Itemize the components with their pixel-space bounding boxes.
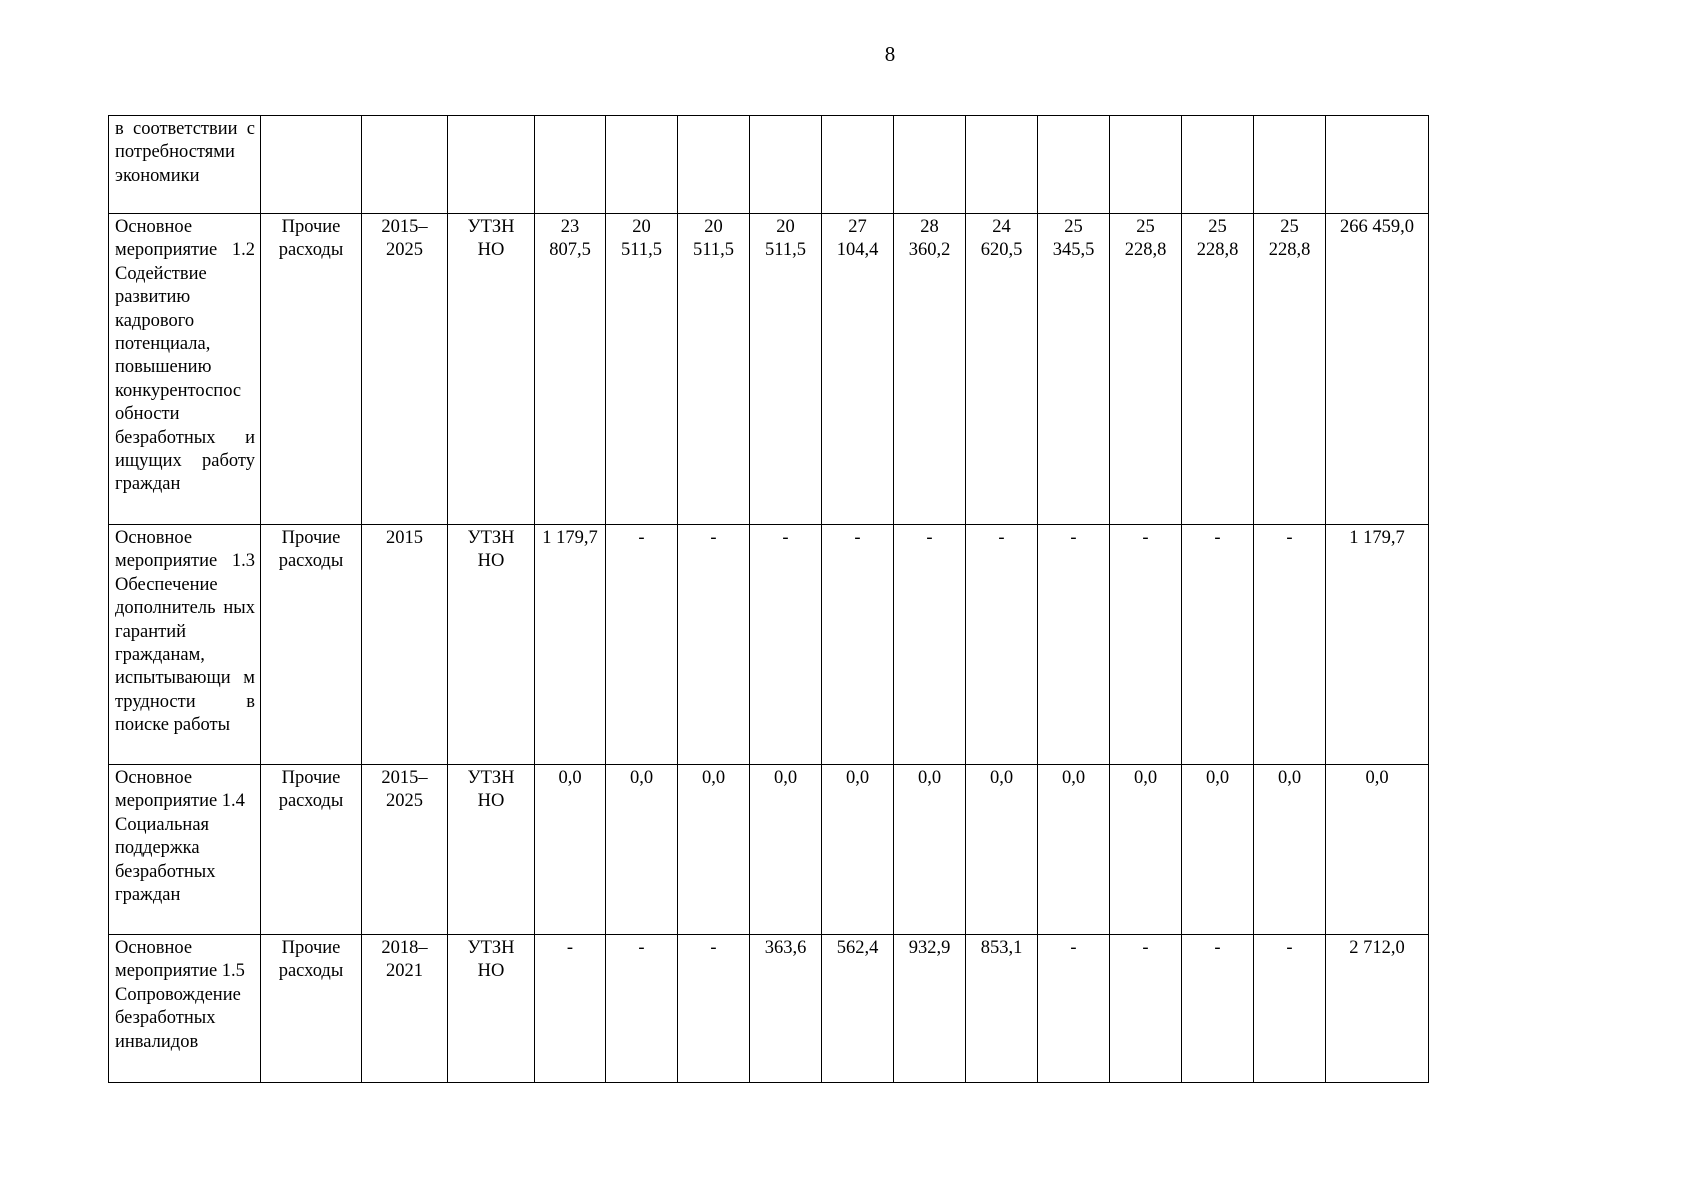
year-value-cell (750, 116, 822, 214)
year-value-cell: 0,0 (966, 765, 1038, 935)
year-value-cell: - (1182, 935, 1254, 1083)
total-cell (1326, 116, 1429, 214)
year-value-cell: 24 620,5 (966, 214, 1038, 525)
year-value-cell: 363,6 (750, 935, 822, 1083)
year-value-cell: 0,0 (1254, 765, 1326, 935)
total-cell: 266 459,0 (1326, 214, 1429, 525)
year-value-cell (1254, 116, 1326, 214)
year-value-cell: 20 511,5 (606, 214, 678, 525)
year-value-cell: 0,0 (1182, 765, 1254, 935)
year-value-cell: 0,0 (750, 765, 822, 935)
year-value-cell (1038, 116, 1110, 214)
year-value-cell: - (606, 935, 678, 1083)
year-value-cell: 25 228,8 (1254, 214, 1326, 525)
year-value-cell: 1 179,7 (535, 525, 606, 765)
year-value-cell (535, 116, 606, 214)
period-cell: 2018–2021 (362, 935, 448, 1083)
year-value-cell: 25 345,5 (1038, 214, 1110, 525)
year-value-cell: - (1110, 935, 1182, 1083)
year-value-cell: - (606, 525, 678, 765)
year-value-cell: - (1038, 525, 1110, 765)
table-body (109, 116, 1429, 1083)
year-value-cell: - (894, 525, 966, 765)
year-value-cell: 932,9 (894, 935, 966, 1083)
period-cell: 2015–2025 (362, 765, 448, 935)
year-value-cell: - (1254, 935, 1326, 1083)
year-value-cell: 0,0 (606, 765, 678, 935)
year-value-cell (1110, 116, 1182, 214)
year-value-cell: 0,0 (535, 765, 606, 935)
year-value-cell: 28 360,2 (894, 214, 966, 525)
period-cell (362, 116, 448, 214)
expense-type-cell: Прочие расходы (261, 525, 362, 765)
period-cell: 2015–2025 (362, 214, 448, 525)
year-value-cell: 20 511,5 (678, 214, 750, 525)
executor-cell: УТЗН НО (448, 525, 535, 765)
expense-type-cell: Прочие расходы (261, 214, 362, 525)
year-value-cell (966, 116, 1038, 214)
page-number: 8 (884, 42, 896, 66)
expense-type-cell: Прочие расходы (261, 935, 362, 1083)
year-value-cell: 0,0 (1038, 765, 1110, 935)
year-value-cell: 20 511,5 (750, 214, 822, 525)
year-value-cell: - (1182, 525, 1254, 765)
year-value-cell: - (750, 525, 822, 765)
year-value-cell: 25 228,8 (1182, 214, 1254, 525)
executor-cell: УТЗН НО (448, 765, 535, 935)
year-value-cell: 0,0 (1110, 765, 1182, 935)
expense-type-cell: Прочие расходы (261, 765, 362, 935)
budget-table (108, 115, 1429, 1083)
measure-name-cell: Основное мероприятие 1.4 Социальная поддержка безработных граждан (109, 765, 261, 935)
year-value-cell: 562,4 (822, 935, 894, 1083)
executor-cell: УТЗН НО (448, 935, 535, 1083)
year-value-cell: - (1254, 525, 1326, 765)
year-value-cell (678, 116, 750, 214)
year-value-cell: 27 104,4 (822, 214, 894, 525)
measure-name-cell: Основное мероприятие 1.2 Содействие развитию кадрового потенциала, повышению конкурентоспос обности безработных и ищущих работу граждан (109, 214, 261, 525)
year-value-cell (822, 116, 894, 214)
year-value-cell (606, 116, 678, 214)
year-value-cell: - (535, 935, 606, 1083)
year-value-cell: 23 807,5 (535, 214, 606, 525)
year-value-cell: - (822, 525, 894, 765)
table-row (109, 935, 1429, 1083)
year-value-cell: 0,0 (894, 765, 966, 935)
year-value-cell: 0,0 (822, 765, 894, 935)
year-value-cell: 853,1 (966, 935, 1038, 1083)
table-row (109, 765, 1429, 935)
year-value-cell: - (966, 525, 1038, 765)
table-row (109, 214, 1429, 525)
table-row (109, 116, 1429, 214)
year-value-cell: - (1110, 525, 1182, 765)
measure-name-cell: в соответствии с потребностями экономики (109, 116, 261, 214)
year-value-cell: - (678, 525, 750, 765)
measure-name-cell: Основное мероприятие 1.5 Сопровождение безработных инвалидов (109, 935, 261, 1083)
total-cell: 0,0 (1326, 765, 1429, 935)
period-cell: 2015 (362, 525, 448, 765)
year-value-cell: 25 228,8 (1110, 214, 1182, 525)
year-value-cell: - (1038, 935, 1110, 1083)
total-cell: 1 179,7 (1326, 525, 1429, 765)
expense-type-cell (261, 116, 362, 214)
executor-cell (448, 116, 535, 214)
total-cell: 2 712,0 (1326, 935, 1429, 1083)
year-value-cell (894, 116, 966, 214)
year-value-cell: 0,0 (678, 765, 750, 935)
year-value-cell: - (678, 935, 750, 1083)
executor-cell: УТЗН НО (448, 214, 535, 525)
year-value-cell (1182, 116, 1254, 214)
table-row (109, 525, 1429, 765)
measure-name-cell: Основное мероприятие 1.3 Обеспечение дополнитель ных гарантий гражданам, испытывающи м трудности в поиске работы (109, 525, 261, 765)
